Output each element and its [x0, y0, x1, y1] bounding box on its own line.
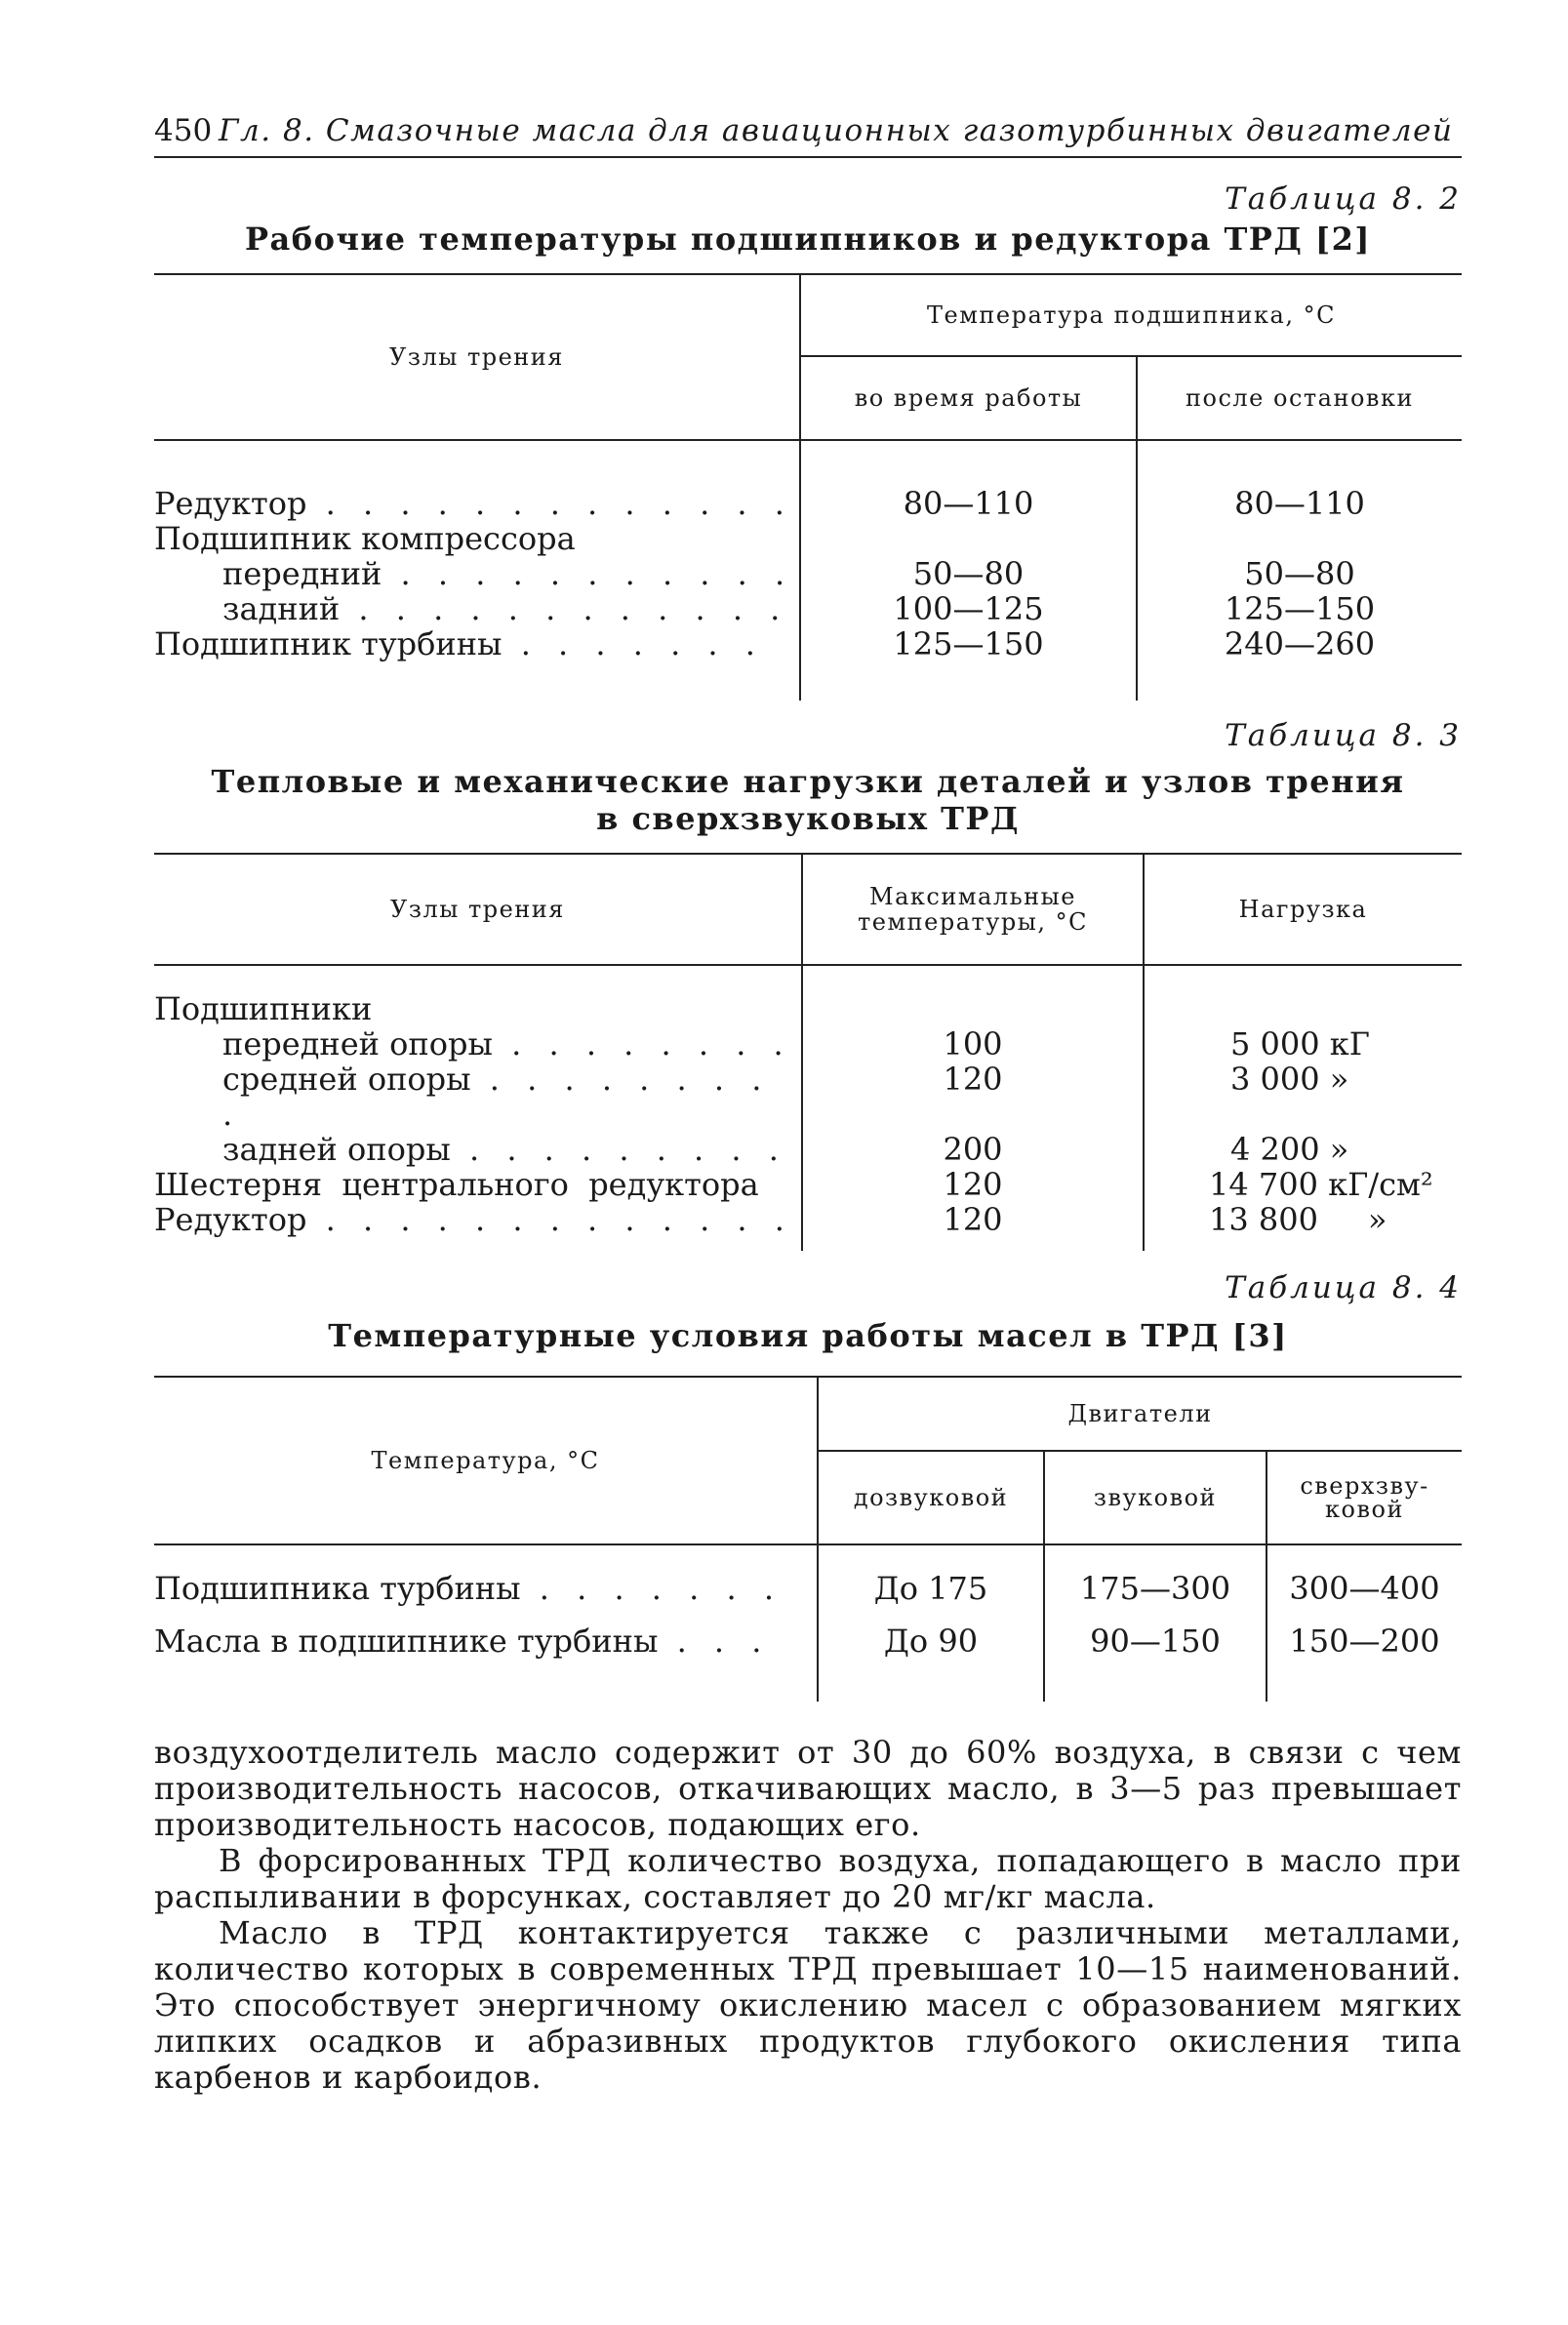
table-8-2-label: Таблица 8. 2 — [1225, 181, 1462, 217]
table-row: Шестерня центрального редуктора 120 14 700 кГ/см² — [154, 1167, 1462, 1202]
running-title: Гл. 8. Смазочные масла для авиационных газотурбинных двигателей — [219, 113, 1454, 148]
page-number: 450 — [154, 113, 213, 148]
table-8-4-header-temp: Температура, °С — [154, 1377, 818, 1544]
table-8-3-header-load: Нагрузка — [1144, 854, 1462, 965]
table-8-4-title: Температурные условия работы масел в ТРД [3] — [328, 1317, 1288, 1354]
table-row: передней опоры . . . . . . . . 100 5 000 кГ — [154, 1026, 1462, 1062]
book-page — [154, 98, 1462, 2096]
table-row: Подшипник турбины . . . . . . . 125—150 240—260 — [154, 626, 1462, 661]
paragraph: Масло в ТРД контактируется также с различными металлами, количество которых в современных ТРД превышает 10—15 наименований. Это способствует энергичному окислению масел с образованием мягких липких осадков и абразивных продуктов глубокого окисления типа карбенов и карбоидов. — [154, 1914, 1462, 2096]
table-8-3-header-maxtemp: Максимальные температуры, °С — [802, 854, 1144, 965]
table-8-4-header-sonic: звуковой — [1044, 1451, 1266, 1544]
table-row: Масла в подшипнике турбины . . . До 90 90—150 150—200 — [154, 1623, 1462, 1659]
table-8-2 — [154, 273, 1462, 701]
table-row: Редуктор . . . . . . . . . . . . . 80—110 80—110 — [154, 486, 1462, 521]
table-8-4-label: Таблица 8. 4 — [1225, 1270, 1462, 1305]
table-8-3-title: Тепловые и механические нагрузки деталей и узлов трения в сверхзвуковых ТРД — [211, 763, 1405, 837]
table-8-4-header-engines: Двигатели — [818, 1377, 1462, 1451]
running-header — [154, 98, 1462, 158]
table-8-2-header-temp-group: Температура подшипника, °С — [800, 274, 1462, 356]
table-row: передний . . . . . . . . . . . 50—80 50—80 — [154, 556, 1462, 591]
table-row: задней опоры . . . . . . . . . 200 4 200 » — [154, 1132, 1462, 1167]
table-row: Редуктор . . . . . . . . . . . . . 120 13 800 » — [154, 1202, 1462, 1237]
table-row: Подшипник компрессора — [154, 521, 1462, 556]
table-8-4-header-subsonic: дозвуковой — [818, 1451, 1044, 1544]
table-8-2-title: Рабочие температуры подшипников и редуктора ТРД [2] — [244, 220, 1371, 258]
table-row: Подшипники — [154, 991, 1462, 1026]
table-8-3-label: Таблица 8. 3 — [1225, 718, 1462, 753]
table-row: задний . . . . . . . . . . . . 100—125 125—150 — [154, 591, 1462, 626]
table-8-4-header-supersonic: сверхзву- ковой — [1266, 1451, 1462, 1544]
paragraph: В форсированных ТРД количество воздуха, попадающего в масло при распыливании в форсунках, составляет до 20 мг/кг масла. — [154, 1842, 1462, 1915]
table-8-3 — [154, 853, 1462, 1251]
table-row: средней опоры . . . . . . . . . 120 3 000 » — [154, 1062, 1462, 1132]
table-8-2-header-during: во время работы — [800, 356, 1137, 440]
table-8-4 — [154, 1376, 1462, 1702]
paragraph: воздухоотделитель масло содержит от 30 до 60% воздуха, в связи с чем производительность насосов, откачивающих масло, в 3—5 раз превышает производительность насосов, подающих его. — [154, 1734, 1462, 1843]
table-8-2-header-units: Узлы трения — [154, 274, 800, 440]
body-text — [154, 1735, 1462, 2096]
table-row: Подшипника турбины . . . . . . . До 175 175—300 300—400 — [154, 1571, 1462, 1623]
table-8-2-header-after: после остановки — [1137, 356, 1462, 440]
table-8-3-header-units: Узлы трения — [154, 854, 802, 965]
